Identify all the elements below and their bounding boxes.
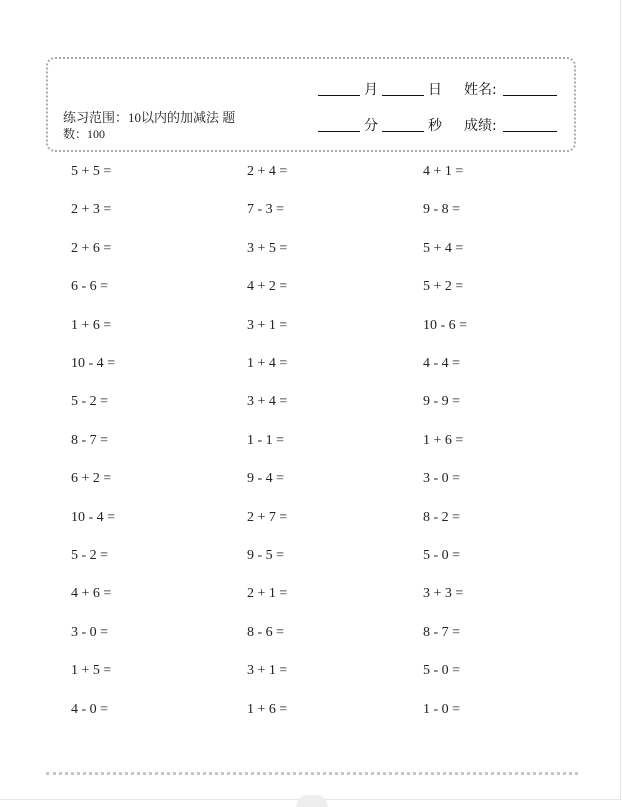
math-problem: 5 - 2 = <box>71 548 109 563</box>
math-problem: 3 + 4 = <box>247 394 288 410</box>
minute-blank[interactable] <box>318 131 360 132</box>
math-problem: 10 - 4 = <box>71 356 116 371</box>
math-problem: 2 + 4 = <box>247 164 288 179</box>
math-problem: 9 - 8 = <box>423 202 461 218</box>
month-blank[interactable] <box>318 95 360 96</box>
math-problem: 8 - 7 = <box>71 432 109 448</box>
math-problem: 1 + 5 = <box>71 663 112 679</box>
math-problem: 1 + 6 = <box>247 701 288 717</box>
day-blank[interactable] <box>382 95 424 96</box>
worksheet-header <box>46 57 576 152</box>
math-problem: 3 + 1 = <box>247 317 288 333</box>
math-problem: 5 + 4 = <box>423 240 464 256</box>
math-problem: 1 + 6 = <box>71 317 112 333</box>
math-problem: 9 - 4 = <box>247 471 285 487</box>
math-problem: 7 - 3 = <box>247 202 285 218</box>
math-problem: 4 - 4 = <box>423 356 461 371</box>
name-label: 姓名: <box>464 82 497 98</box>
bottom-divider <box>46 772 578 775</box>
math-problem: 10 - 4 = <box>71 509 116 525</box>
minute-label: 分 <box>364 118 378 134</box>
page-marker <box>296 795 328 807</box>
math-problem: 1 + 6 = <box>423 432 464 448</box>
math-problem: 6 + 2 = <box>71 471 112 487</box>
math-problem: 5 + 2 = <box>423 279 464 295</box>
math-problem: 6 - 6 = <box>71 279 109 295</box>
name-blank[interactable] <box>503 95 557 96</box>
math-problem: 4 + 1 = <box>423 164 464 179</box>
second-label: 秒 <box>428 118 442 134</box>
math-problem: 1 - 0 = <box>423 701 461 717</box>
math-problem: 9 - 9 = <box>423 394 461 410</box>
math-problem: 3 - 0 = <box>71 624 109 640</box>
math-problem: 2 + 6 = <box>71 240 112 256</box>
math-problem: 10 - 6 = <box>423 317 468 333</box>
math-problem: 4 + 2 = <box>247 279 288 295</box>
math-problem: 5 + 5 = <box>71 164 112 179</box>
practice-range-text: 练习范围：10以内的加减法 题 <box>63 110 236 125</box>
score-blank[interactable] <box>503 131 557 132</box>
math-problem: 5 - 2 = <box>71 394 109 410</box>
math-problem: 2 + 7 = <box>247 509 288 525</box>
math-problem: 5 - 0 = <box>423 548 461 563</box>
math-problem: 2 + 3 = <box>71 202 112 218</box>
math-problem: 3 + 5 = <box>247 240 288 256</box>
math-problem: 2 + 1 = <box>247 586 288 602</box>
day-label: 日 <box>428 82 442 98</box>
math-problem: 9 - 5 = <box>247 548 285 563</box>
math-problem: 8 - 7 = <box>423 624 461 640</box>
second-blank[interactable] <box>382 131 424 132</box>
math-problem: 3 - 0 = <box>423 471 461 487</box>
math-problem: 1 - 1 = <box>247 432 285 448</box>
date-name-row <box>48 79 574 99</box>
math-problem: 8 - 6 = <box>247 624 285 640</box>
math-problem: 5 - 0 = <box>423 663 461 679</box>
math-problem: 3 + 3 = <box>423 586 464 602</box>
question-count-text: 数：100 <box>63 127 106 141</box>
math-problem: 3 + 1 = <box>247 663 288 679</box>
math-problem: 4 + 6 = <box>71 586 112 602</box>
month-label: 月 <box>364 82 378 98</box>
math-problem: 1 + 4 = <box>247 356 288 371</box>
math-problem: 8 - 2 = <box>423 509 461 525</box>
score-label: 成绩: <box>464 118 497 134</box>
math-problem: 4 - 0 = <box>71 701 109 717</box>
time-score-row <box>48 115 574 135</box>
